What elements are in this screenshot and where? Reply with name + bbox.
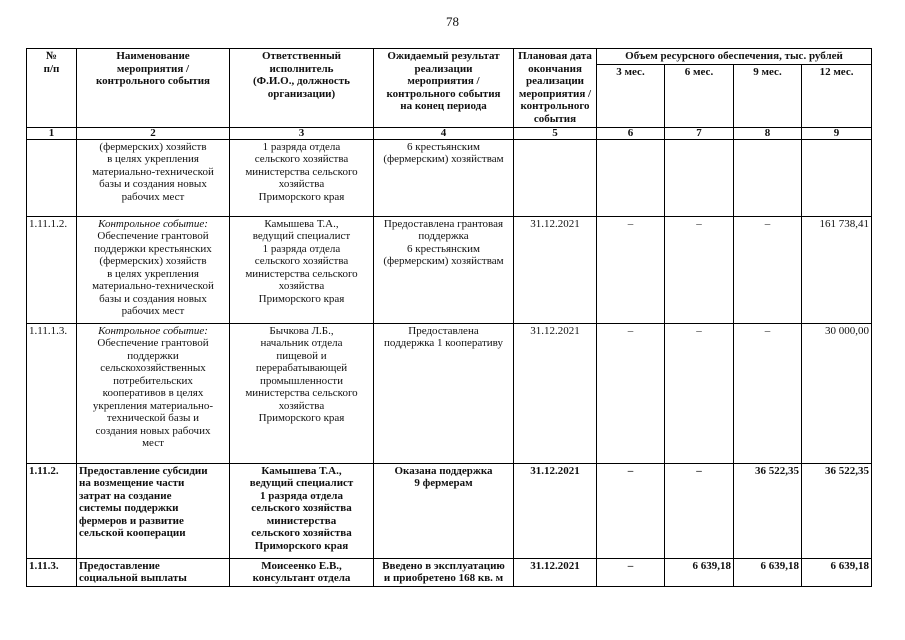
column-number: 7 bbox=[665, 127, 734, 139]
table-row bbox=[27, 463, 872, 558]
row-planned-date: 31.12.2021 bbox=[514, 216, 597, 323]
header-planned-date: Плановая дата окончания реализации мероприятия / контрольного события bbox=[514, 49, 597, 128]
row-activity-name: Предоставление социальной выплаты bbox=[77, 558, 230, 586]
row-number: 1.11.1.2. bbox=[27, 216, 77, 323]
row-9-months bbox=[734, 139, 802, 216]
header-9-months: 9 мес. bbox=[734, 64, 802, 127]
row-9-months: 36 522,35 bbox=[734, 463, 802, 558]
row-12-months: 36 522,35 bbox=[802, 463, 872, 558]
column-number: 6 bbox=[597, 127, 665, 139]
column-number: 1 bbox=[27, 127, 77, 139]
row-3-months: – bbox=[597, 558, 665, 586]
row-3-months: – bbox=[597, 216, 665, 323]
header-12-months: 12 мес. bbox=[802, 64, 872, 127]
column-number: 9 bbox=[802, 127, 872, 139]
row-activity-name bbox=[77, 216, 230, 323]
row-expected-result: Предоставлена грантовая поддержка 6 крестьянским (фермерским) хозяйствам bbox=[374, 216, 514, 323]
row-3-months bbox=[597, 139, 665, 216]
header-executor: Ответственный исполнитель (Ф.И.О., должность организации) bbox=[230, 49, 374, 128]
row-9-months: – bbox=[734, 323, 802, 463]
table-row bbox=[27, 139, 872, 216]
row-12-months: 30 000,00 bbox=[802, 323, 872, 463]
header-number: № п/п bbox=[27, 49, 77, 128]
row-activity-name: (фермерских) хозяйств в целях укрепления материально-технической базы и создания новых рабочих мест bbox=[77, 139, 230, 216]
row-activity-name: Предоставление субсидии на возмещение части затрат на создание системы поддержки фермеров и развитие сельской кооперации bbox=[77, 463, 230, 558]
row-expected-result: 6 крестьянским (фермерским) хозяйствам bbox=[374, 139, 514, 216]
control-event-label: Контрольное событие: bbox=[98, 324, 208, 337]
table-row bbox=[27, 216, 872, 323]
row-number: 1.11.3. bbox=[27, 558, 77, 586]
row-number: 1.11.1.3. bbox=[27, 323, 77, 463]
header-3-months: 3 мес. bbox=[597, 64, 665, 127]
row-executor: Бычкова Л.Б., начальник отдела пищевой и перерабатывающей промышленности министерства сельского хозяйства Приморского края bbox=[230, 323, 374, 463]
row-3-months: – bbox=[597, 463, 665, 558]
activity-text: Обеспечение грантовой поддержки сельскохозяйственных потребительских кооперативов в целях укрепления материально- технической базы и создания новых рабочих мест bbox=[92, 337, 214, 449]
row-expected-result: Оказана поддержка 9 фермерам bbox=[374, 463, 514, 558]
column-number: 5 bbox=[514, 127, 597, 139]
row-executor: Моисеенко Е.В., консультант отдела bbox=[230, 558, 374, 586]
row-9-months: – bbox=[734, 216, 802, 323]
column-number: 4 bbox=[374, 127, 514, 139]
activity-text: Обеспечение грантовой поддержки крестьянских (фермерских) хозяйств в целях укрепления материально-технической базы и создания новых рабочих мест bbox=[92, 230, 214, 317]
header-resources: Объем ресурсного обеспечения, тыс. рублей bbox=[597, 49, 872, 65]
row-planned-date bbox=[514, 139, 597, 216]
column-numbers-row bbox=[27, 127, 872, 139]
row-6-months bbox=[665, 139, 734, 216]
header-6-months: 6 мес. bbox=[665, 64, 734, 127]
row-number: 1.11.2. bbox=[27, 463, 77, 558]
table-row bbox=[27, 323, 872, 463]
row-6-months: – bbox=[665, 216, 734, 323]
column-number: 2 bbox=[77, 127, 230, 139]
row-12-months: 6 639,18 bbox=[802, 558, 872, 586]
header-expected-result: Ожидаемый результат реализации мероприятия / контрольного события на конец периода bbox=[374, 49, 514, 128]
column-number: 3 bbox=[230, 127, 374, 139]
row-executor: Камышева Т.А., ведущий специалист 1 разряда отдела сельского хозяйства министерства сельского хозяйства Приморского края bbox=[230, 463, 374, 558]
row-planned-date: 31.12.2021 bbox=[514, 323, 597, 463]
row-activity-name bbox=[77, 323, 230, 463]
row-6-months: 6 639,18 bbox=[665, 558, 734, 586]
activities-table bbox=[26, 48, 872, 587]
row-executor: 1 разряда отдела сельского хозяйства министерства сельского хозяйства Приморского края bbox=[230, 139, 374, 216]
header-activity-name: Наименование мероприятия / контрольного события bbox=[77, 49, 230, 128]
row-6-months: – bbox=[665, 463, 734, 558]
row-expected-result: Введено в эксплуатацию и приобретено 168 кв. м bbox=[374, 558, 514, 586]
row-expected-result: Предоставлена поддержка 1 кооперативу bbox=[374, 323, 514, 463]
row-12-months: 161 738,41 bbox=[802, 216, 872, 323]
row-planned-date: 31.12.2021 bbox=[514, 558, 597, 586]
control-event-label: Контрольное событие: bbox=[98, 217, 208, 230]
column-number: 8 bbox=[734, 127, 802, 139]
row-9-months: 6 639,18 bbox=[734, 558, 802, 586]
row-12-months bbox=[802, 139, 872, 216]
header-row bbox=[27, 49, 872, 65]
row-executor: Камышева Т.А., ведущий специалист 1 разряда отдела сельского хозяйства министерства сельского хозяйства Приморского края bbox=[230, 216, 374, 323]
row-number bbox=[27, 139, 77, 216]
row-planned-date: 31.12.2021 bbox=[514, 463, 597, 558]
row-6-months: – bbox=[665, 323, 734, 463]
row-3-months: – bbox=[597, 323, 665, 463]
table-row bbox=[27, 558, 872, 586]
page-number: 78 bbox=[446, 14, 459, 29]
